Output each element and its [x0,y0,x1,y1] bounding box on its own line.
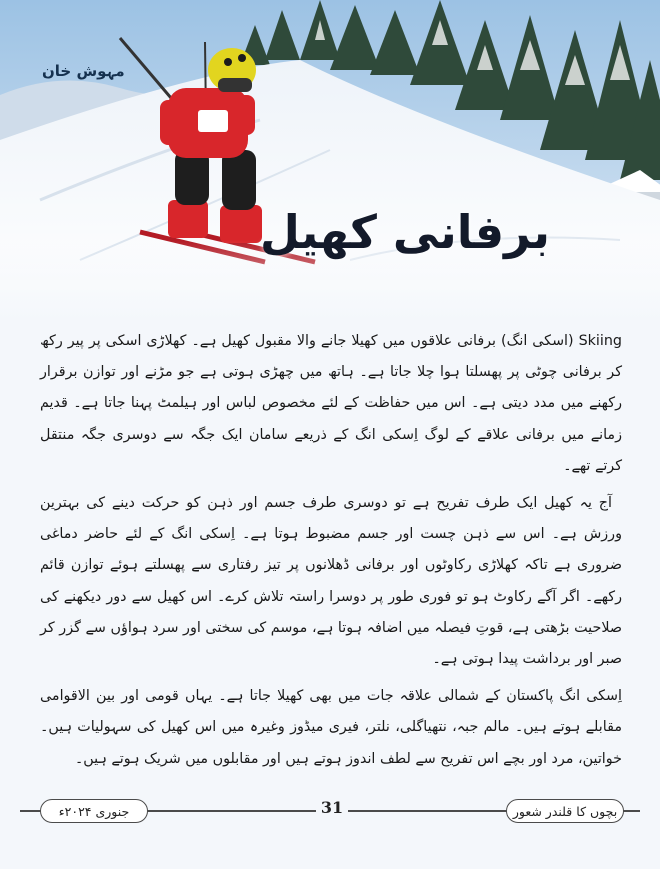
magazine-name-badge: بچوں کا قلندر شعور [506,799,624,823]
article-title: برفانی کھیل [259,205,550,259]
hero-photo [0,0,660,320]
paragraph-2: آج یہ کھیل ایک طرف تفریح ہے تو دوسری طرف جسم اور ذہن کو حرکت دینے کی بہترین ورزش ہے۔ اس سے ذہن چست اور جسم مضبوط ہوتا ہے۔ اِسکی انگ کے لئے حاضر دماغی ضروری ہے تاکہ کھلاڑی رکاوٹوں اور برفانی ڈھلانوں پر تیز رفتاری سے پھسلتے ہوئے توازن قائم رکھے۔ اگر آگے رکاوٹ ہو تو فوری طور پر دوسرا راستہ تلاش کرے۔ اس کھیل سے دور دیکھنے کی صلاحیت بڑھتی ہے، قوتِ فیصلہ میں اضافہ ہوتا ہے، موسم کی سختی اور سرد ہواؤں سے گزر کر صبر اور برداشت پیدا ہوتی ہے۔ [40,495,622,668]
author-name: مہوش خان [42,62,125,80]
page-footer [0,790,660,830]
skier-photo [0,0,660,320]
page-number: 31 [320,798,344,817]
issue-date-badge: جنوری ۲۰۲۴ء [40,799,148,823]
paragraph-1: Skiing (اسکی انگ) برفانی علاقوں میں کھیلا جانے والا مقبول کھیل ہے۔ کھلاڑی اسکی پر پیر رکھ کر برفانی چوٹی پر پھسلتا ہوا چلا جاتا ہے۔ ہاتھ میں چھڑی ہوتی ہے جو مڑنے اور توازن برقرار رکھنے میں مدد دیتی ہے۔ اس میں حفاظت کے لئے مخصوص لباس اور ہیلمٹ پہنا جاتا ہے۔ قدیم زمانے میں برفانی علاقے کے لوگ اِسکی انگ کے ذریعے سامان ایک جگہ سے دوسری جگہ منتقل کرتے تھے۔ [40,333,622,474]
article-body [40,326,622,781]
paragraph-3: اِسکی انگ پاکستان کے شمالی علاقہ جات میں بھی کھیلا جاتا ہے۔ یہاں قومی اور بین الاقوامی مقابلے ہوتے ہیں۔ مالم جبہ، نتھیاگلی، نلتر، فیری میڈوز وغیرہ میں اس کھیل کی سہولیات ہیں۔ خواتین، مرد اور بچے اس تفریح سے لطف اندوز ہوتے ہیں اور مقابلوں میں شریک ہوتے ہیں۔ [40,688,622,767]
